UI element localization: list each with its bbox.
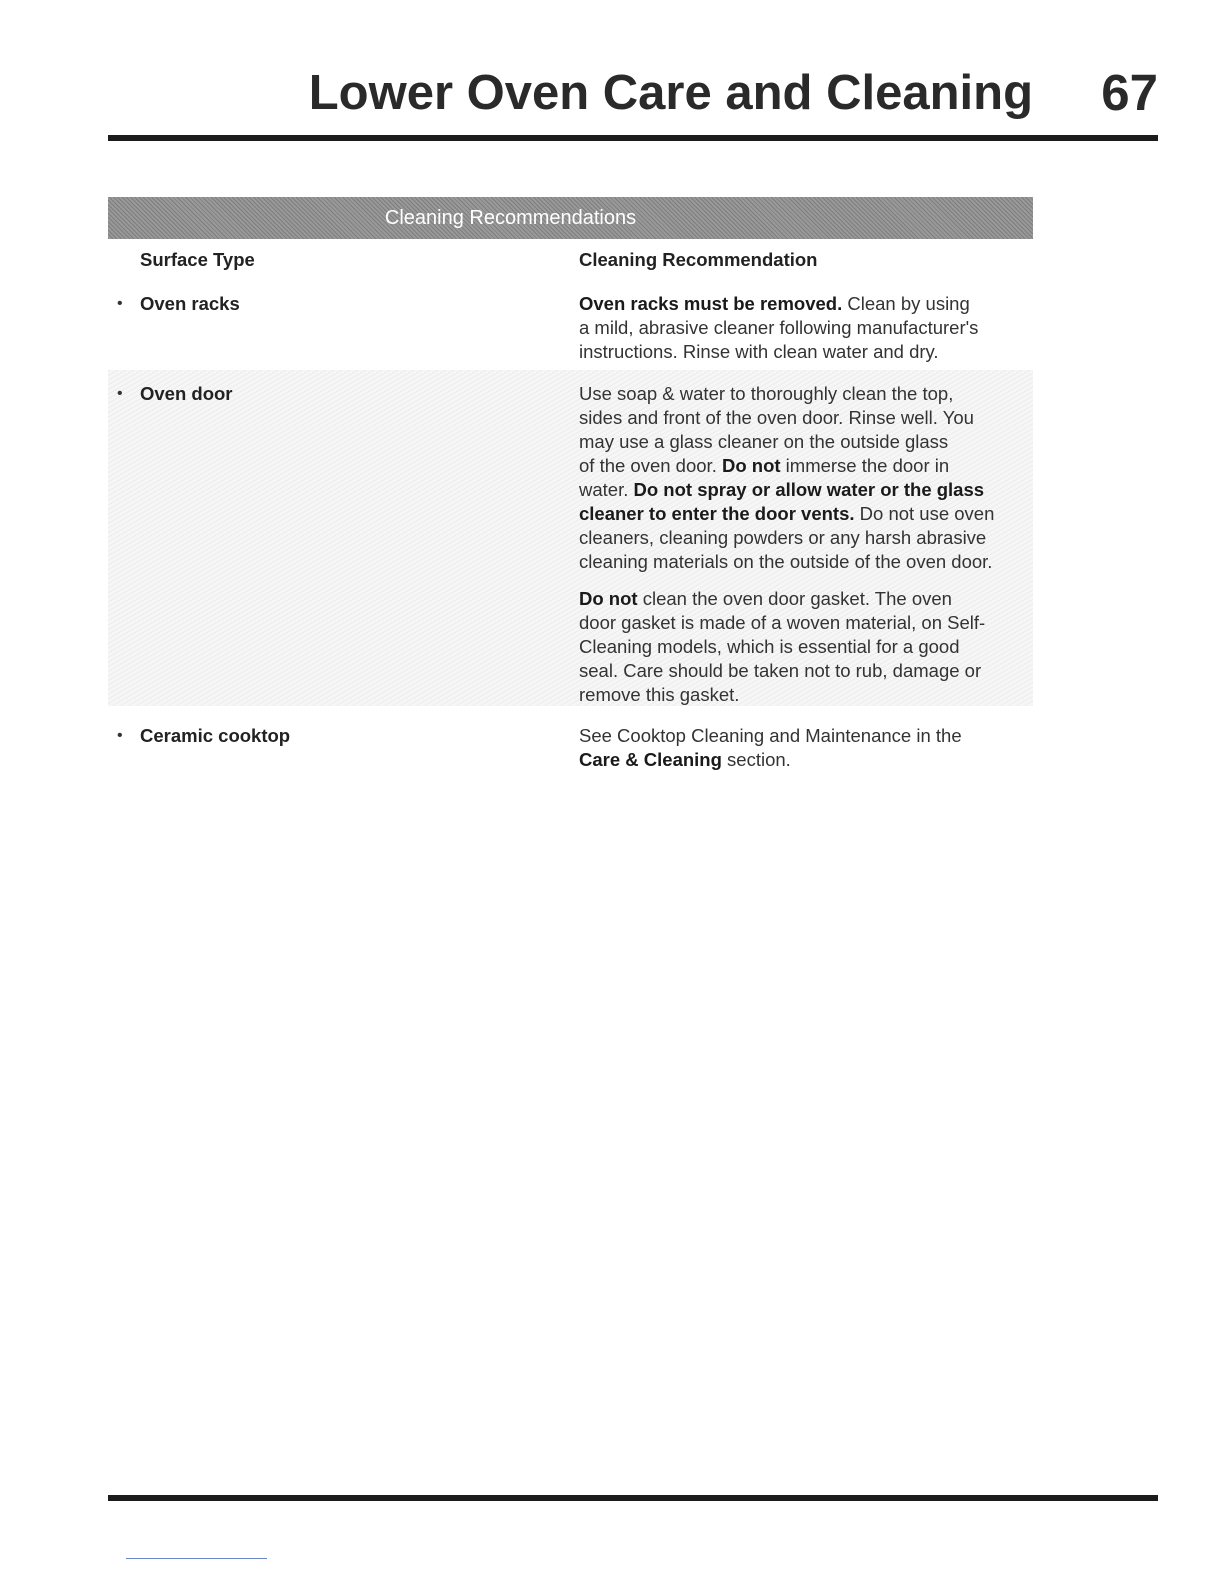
rec-emphasis: Do not bbox=[721, 455, 781, 476]
rec-text-line: Use soap & water to thoroughly clean the top, bbox=[579, 383, 954, 404]
bullet: • bbox=[117, 385, 123, 402]
rec-text-line: sides and front of the oven door. Rinse well. You bbox=[579, 407, 974, 428]
table-row-oven-racks bbox=[108, 290, 1033, 368]
rec-text-line: Clean by using bbox=[842, 293, 970, 314]
rec-text-line: a mild, abrasive cleaner following manufacturer's bbox=[579, 317, 979, 338]
rec-text-line: clean the oven door gasket. The oven bbox=[637, 588, 952, 609]
surface-label-ceramic-cooktop: Ceramic cooktop bbox=[140, 725, 291, 746]
column-header-surface-type: Surface Type bbox=[140, 249, 255, 270]
bullet: • bbox=[117, 295, 123, 312]
rec-text-line: immerse the door in bbox=[780, 455, 950, 476]
rec-text-line: instructions. Rinse with clean water and dry. bbox=[579, 341, 939, 362]
table-header bbox=[0, 249, 1224, 275]
page-header bbox=[108, 58, 1158, 128]
section-banner bbox=[108, 197, 1033, 239]
recommendation-ceramic-cooktop bbox=[579, 724, 1029, 772]
section-title: Cleaning Recommendations bbox=[384, 207, 637, 229]
footer-link-underline bbox=[126, 1558, 267, 1559]
bullet: • bbox=[117, 727, 123, 744]
rec-text-line: cleaners, cleaning powders or any harsh abrasive bbox=[579, 527, 987, 548]
page-title: Lower Oven Care and Cleaning bbox=[308, 66, 1033, 120]
page-number: 67 bbox=[1101, 64, 1158, 121]
rec-text-line: section. bbox=[721, 749, 791, 770]
rec-text-line: seal. Care should be taken not to rub, damage or bbox=[579, 660, 982, 681]
top-rule bbox=[108, 135, 1158, 141]
rec-text-line: Cleaning models, which is essential for a good bbox=[579, 636, 960, 657]
rec-text-line: of the oven door. bbox=[579, 455, 722, 476]
rec-emphasis: Oven racks must be removed. bbox=[579, 293, 843, 314]
surface-label-oven-door: Oven door bbox=[140, 383, 233, 404]
rec-text-line: water. bbox=[579, 479, 634, 500]
recommendation-oven-door-paragraph-1 bbox=[579, 382, 1029, 574]
table-row-oven-door bbox=[108, 370, 1033, 706]
rec-emphasis: Do not spray or allow water or the glass bbox=[633, 479, 985, 500]
rec-text-line: may use a glass cleaner on the outside glass bbox=[579, 431, 949, 452]
bottom-rule bbox=[108, 1495, 1158, 1501]
rec-emphasis: Do not bbox=[579, 588, 638, 609]
surface-label-oven-racks: Oven racks bbox=[140, 293, 240, 314]
column-header-cleaning-recommendation: Cleaning Recommendation bbox=[579, 249, 818, 270]
rec-text-line: door gasket is made of a woven material, on Self- bbox=[579, 612, 986, 633]
rec-emphasis: Care & Cleaning bbox=[579, 749, 722, 770]
recommendation-oven-door-paragraph-2 bbox=[579, 587, 1029, 707]
rec-emphasis: cleaner to enter the door vents. bbox=[579, 503, 855, 524]
rec-text-line: See Cooktop Cleaning and Maintenance in the bbox=[579, 725, 962, 746]
recommendation-oven-racks bbox=[579, 292, 1029, 364]
table-row-ceramic-cooktop bbox=[108, 722, 1033, 778]
rec-text-line: remove this gasket. bbox=[579, 684, 740, 705]
rec-text-line: Do not use oven bbox=[854, 503, 995, 524]
rec-text-line: cleaning materials on the outside of the oven door. bbox=[579, 551, 993, 572]
